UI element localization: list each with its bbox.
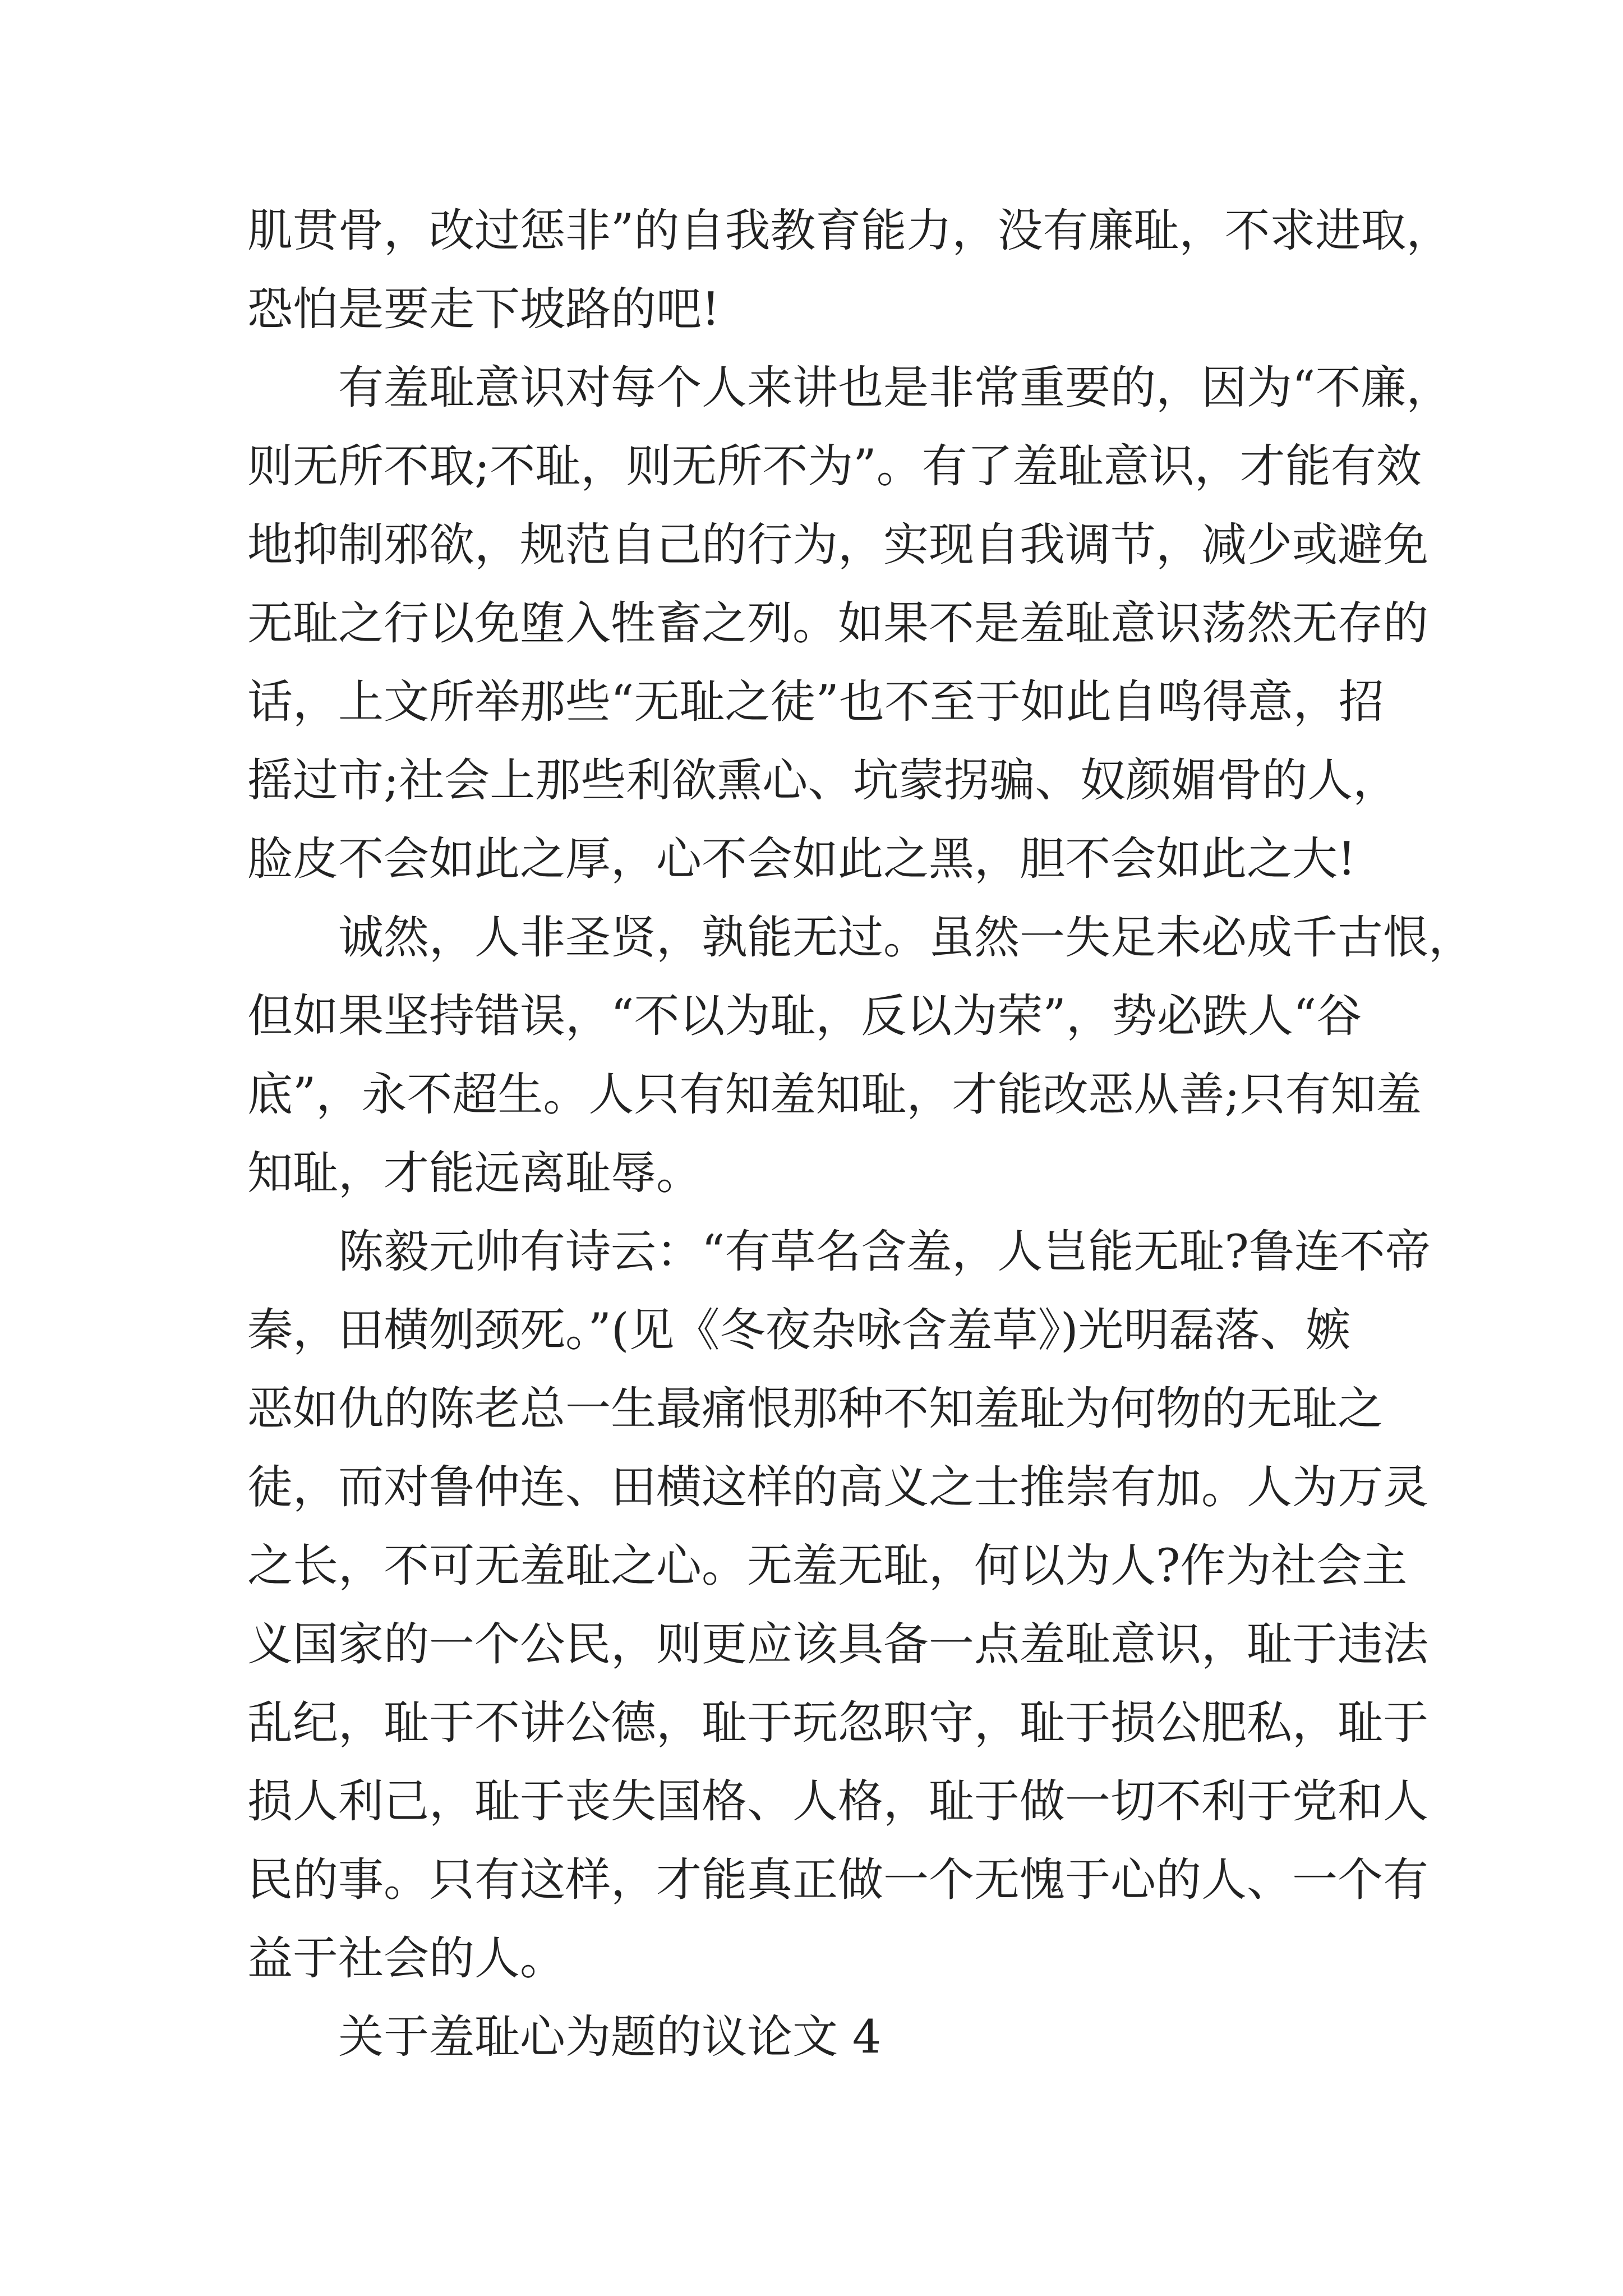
text-line: 有羞耻意识对每个人来讲也是非常重要的，因为“不廉，	[247, 362, 1452, 415]
text-line: 地抑制邪欲，规范自己的行为，实现自我调节，减少或避免	[247, 519, 1429, 572]
text-line: 底”，永不超生。人只有知羞知耻，才能改恶从善;只有知羞	[247, 1069, 1422, 1121]
text-line: 则无所不取;不耻，则无所不为”。有了羞耻意识，才能有效	[247, 440, 1422, 493]
text-line: 秦，田横刎颈死。”(见《冬夜杂咏含羞草》)光明磊落、嫉	[247, 1304, 1351, 1357]
text-line: 义国家的一个公民，则更应该具备一点羞耻意识，耻于违法	[247, 1618, 1429, 1671]
text-line: 话，上文所举那些“无耻之徒”也不至于如此自鸣得意，招	[247, 676, 1384, 729]
text-line: 摇过市;社会上那些利欲熏心、坑蒙拐骗、奴颜媚骨的人，	[247, 754, 1399, 807]
text-line: 无耻之行以免堕入牲畜之列。如果不是羞耻意识荡然无存的	[247, 597, 1429, 650]
text-line: 益于社会的人。	[247, 1932, 566, 1985]
text-line: 但如果坚持错误，“不以为耻，反以为荣”，势必跌人“谷	[247, 990, 1362, 1043]
text-line: 之长，不可无羞耻之心。无羞无耻，何以为人?作为社会主	[247, 1540, 1408, 1593]
text-line: 乱纪，耻于不讲公德，耻于玩忽职守，耻于损公肥私，耻于	[247, 1697, 1429, 1750]
text-line: 恐怕是要走下坡路的吧!	[247, 283, 720, 336]
section-heading: 关于羞耻心为题的议论文 4	[247, 2011, 882, 2064]
text-line: 损人利己，耻于丧失国格、人格，耻于做一切不利于党和人	[247, 1775, 1429, 1828]
text-line: 肌贯骨，改过惩非”的自我教育能力，没有廉耻，不求进取，	[247, 205, 1452, 257]
text-line: 徒，而对鲁仲连、田横这样的高义之士推崇有加。人为万灵	[247, 1461, 1429, 1514]
text-line: 诚然，人非圣贤，孰能无过。虽然一失足未必成千古恨，	[247, 912, 1474, 964]
text-line: 脸皮不会如此之厚，心不会如此之黑，胆不会如此之大!	[247, 833, 1356, 886]
text-line: 民的事。只有这样，才能真正做一个无愧于心的人、一个有	[247, 1854, 1429, 1907]
document-body	[247, 192, 1474, 2077]
text-line: 恶如仇的陈老总一生最痛恨那种不知羞耻为何物的无耻之	[247, 1383, 1384, 1435]
text-line: 知耻，才能远离耻辱。	[247, 1147, 702, 1200]
text-line: 陈毅元帅有诗云：“有草名含羞，人岂能无耻?鲁连不帝	[247, 1226, 1431, 1278]
